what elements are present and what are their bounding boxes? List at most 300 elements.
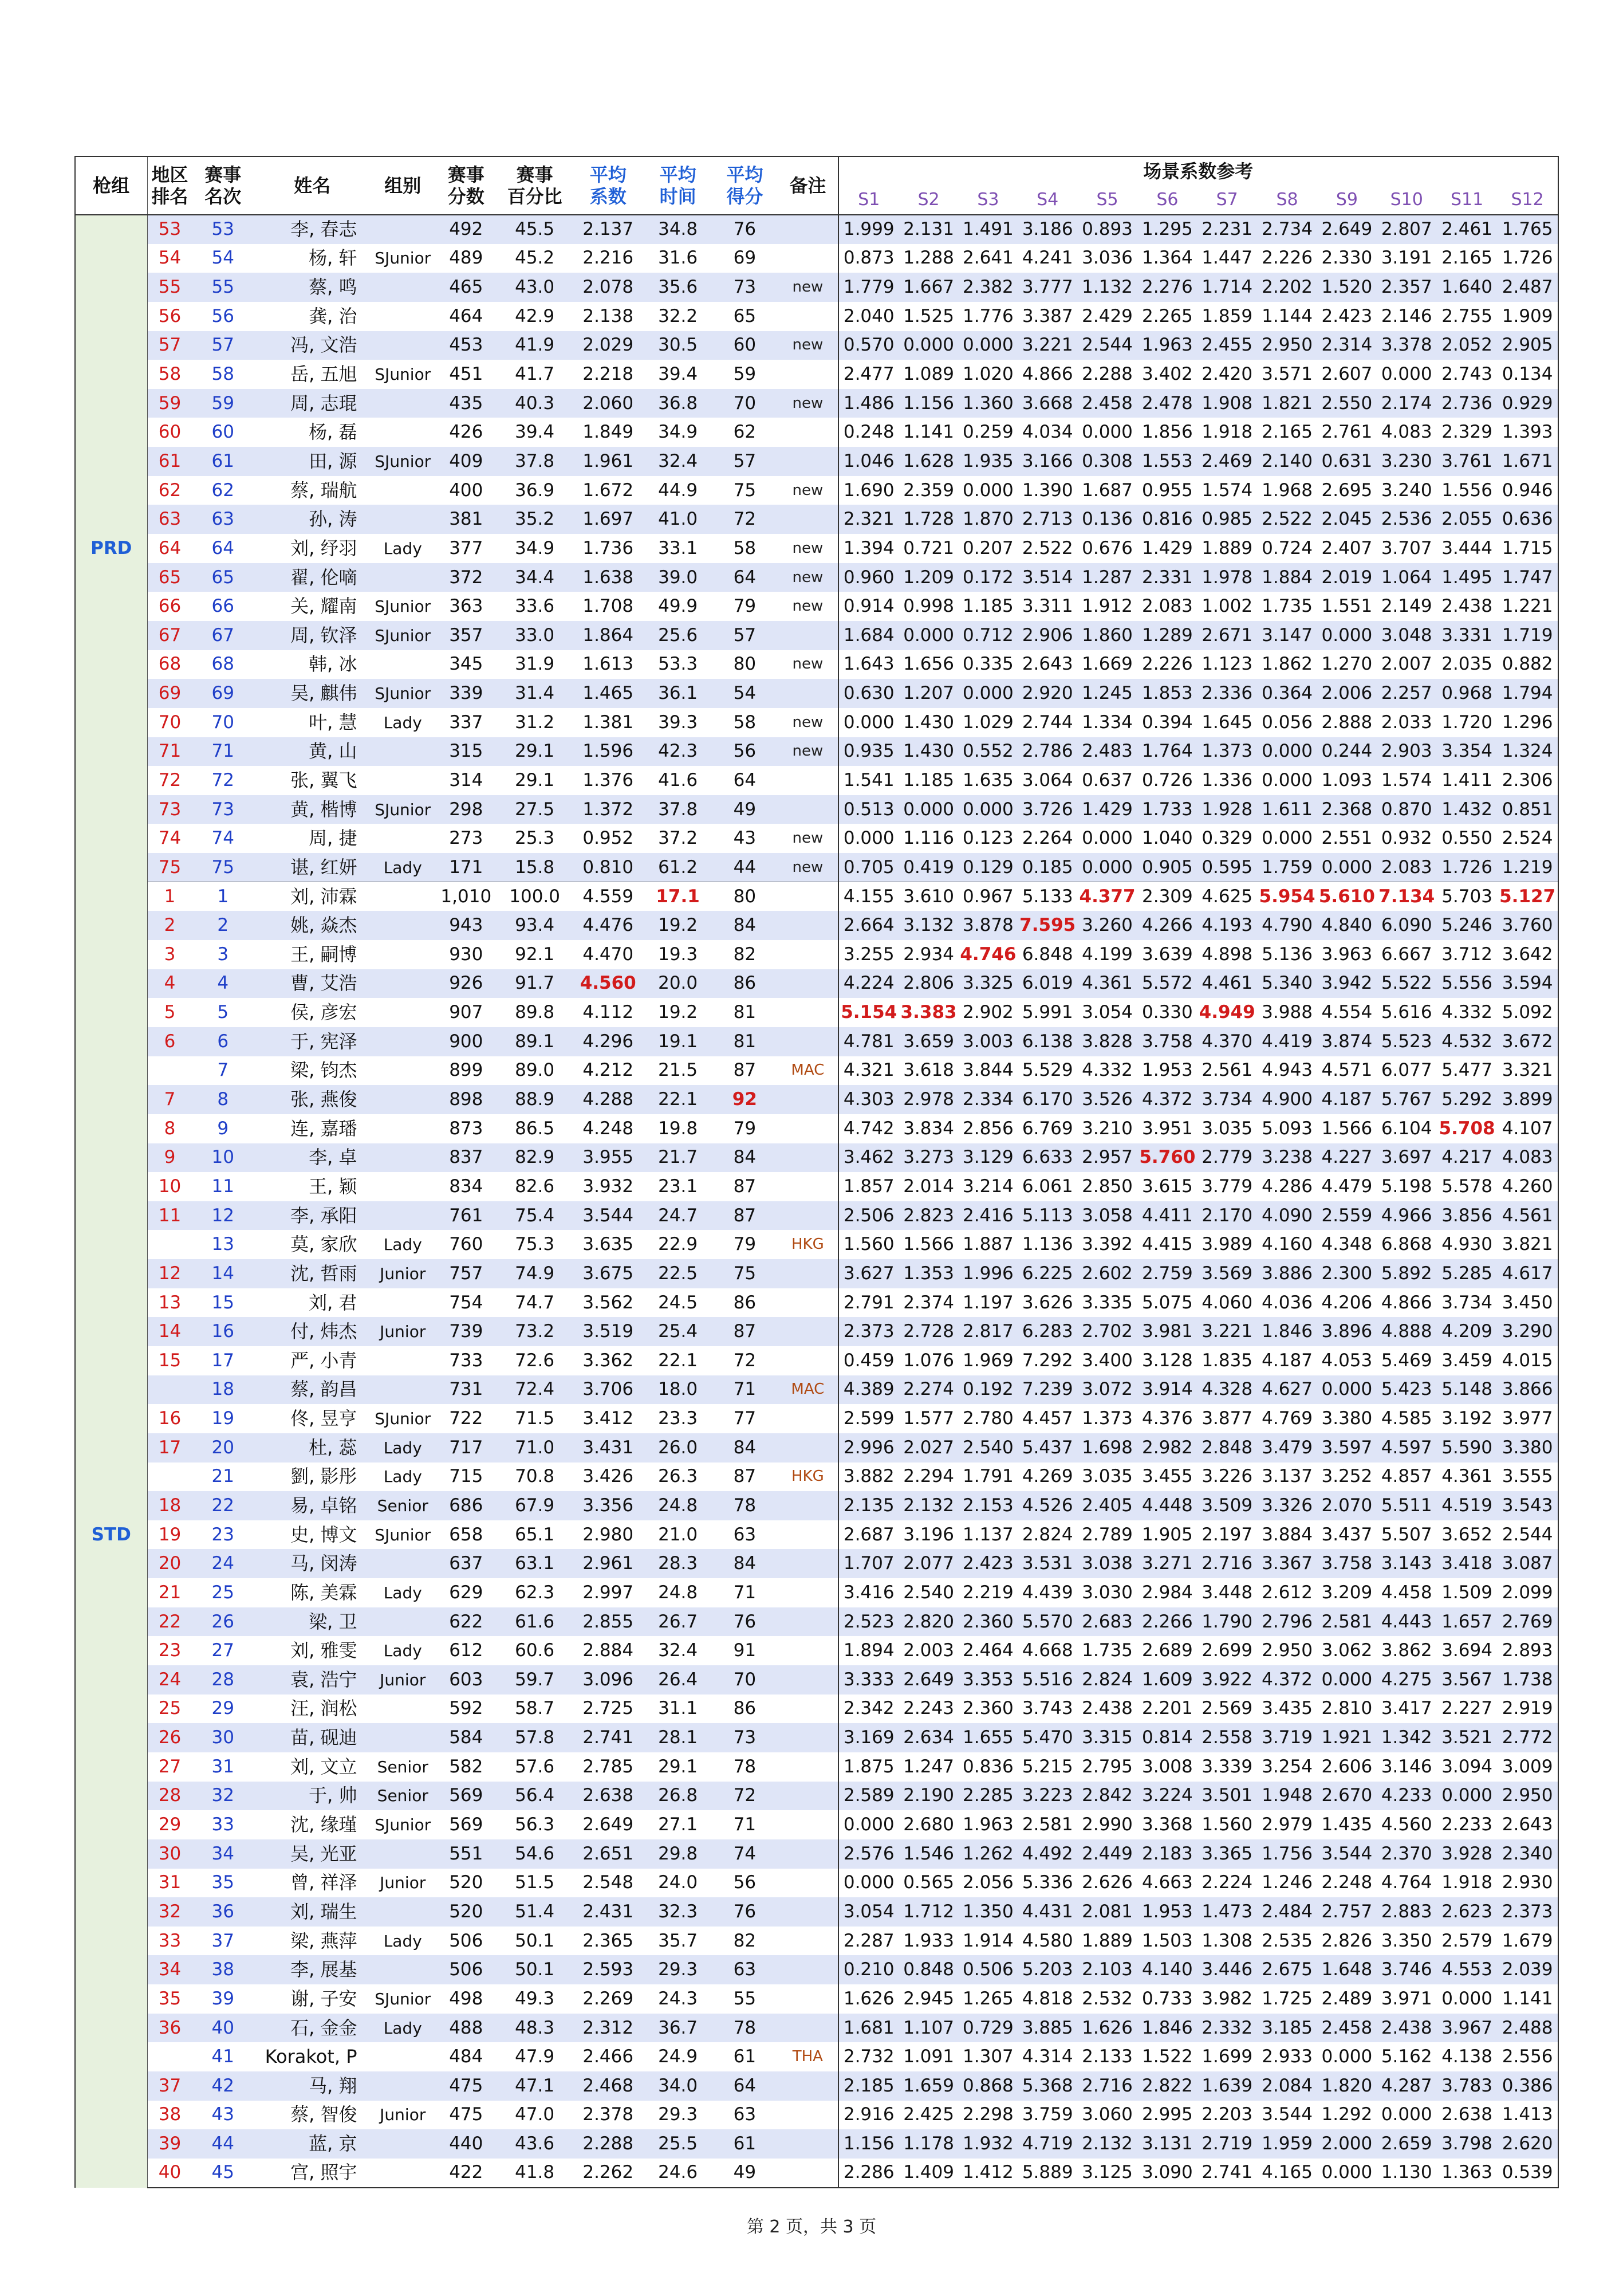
event-rank: 22 bbox=[192, 1491, 254, 1520]
avg-points: 87 bbox=[733, 1466, 757, 1487]
stage-factor: 5.340 bbox=[1257, 969, 1317, 998]
note bbox=[778, 1172, 838, 1201]
stage-factor: 1.556 bbox=[1441, 479, 1492, 501]
event-rank: 66 bbox=[211, 596, 234, 617]
stage-factor: 2.423 bbox=[1321, 305, 1373, 327]
note bbox=[778, 1927, 838, 1956]
event-rank: 63 bbox=[192, 505, 254, 534]
note bbox=[778, 1578, 838, 1607]
stage-factor: 3.734 bbox=[1441, 1292, 1492, 1313]
stage-factor: 2.638 bbox=[1441, 2104, 1492, 2125]
stage-factor: 1.577 bbox=[903, 1408, 954, 1429]
stage-factor: 5.516 bbox=[1018, 1665, 1077, 1695]
stage-factor: 4.668 bbox=[1022, 1640, 1073, 1661]
stage-factor: 3.569 bbox=[1197, 1259, 1257, 1288]
avg-factor: 4.470 bbox=[582, 943, 634, 965]
score: 592 bbox=[449, 1698, 483, 1719]
event-rank: 13 bbox=[211, 1234, 234, 1255]
percent: 43.6 bbox=[498, 2129, 572, 2159]
stage-factor: 2.224 bbox=[1202, 1872, 1253, 1893]
avg-factor: 4.112 bbox=[582, 1002, 634, 1023]
stage-factor: 4.627 bbox=[1257, 1375, 1317, 1405]
avg-time: 31.6 bbox=[658, 247, 698, 269]
avg-points: 64 bbox=[712, 563, 778, 592]
stage-factor: 4.532 bbox=[1437, 1027, 1497, 1056]
note: new bbox=[792, 539, 824, 557]
stage-factor: 2.000 bbox=[1317, 2129, 1376, 2159]
stage-factor: 1.219 bbox=[1497, 853, 1558, 882]
percent: 56.3 bbox=[515, 1814, 555, 1835]
stage-factor: 2.755 bbox=[1441, 305, 1492, 327]
stage-factor: 3.834 bbox=[903, 1118, 954, 1139]
player-name: 刘, 纾羽 bbox=[290, 537, 357, 559]
stage-header: S8 bbox=[1257, 186, 1317, 215]
stage-factor: 0.712 bbox=[958, 621, 1018, 650]
score: 426 bbox=[449, 422, 483, 443]
stage-factor: 1.308 bbox=[1202, 1930, 1253, 1951]
stage-factor: 3.214 bbox=[963, 1175, 1014, 1197]
percent: 71.5 bbox=[515, 1408, 555, 1429]
stage-factor: 0.210 bbox=[838, 1955, 899, 1984]
stage-factor: 3.273 bbox=[899, 1143, 958, 1173]
event-rank: 35 bbox=[211, 1872, 234, 1893]
event-rank: 33 bbox=[211, 1814, 234, 1835]
region-rank: 6 bbox=[147, 1027, 192, 1056]
region-rank: 25 bbox=[158, 1698, 182, 1719]
stage-factor: 3.862 bbox=[1381, 1640, 1432, 1661]
stage-factor: 0.123 bbox=[963, 828, 1014, 849]
region-rank: 19 bbox=[158, 1524, 182, 1545]
percent: 47.0 bbox=[515, 2104, 555, 2125]
stage-factor: 2.360 bbox=[958, 1607, 1018, 1637]
category bbox=[371, 737, 435, 766]
avg-factor: 2.638 bbox=[572, 1782, 644, 1811]
avg-factor: 2.365 bbox=[582, 1930, 634, 1951]
avg-time: 24.6 bbox=[644, 2159, 712, 2188]
percent: 75.3 bbox=[515, 1234, 555, 1255]
avg-points: 75 bbox=[712, 1259, 778, 1288]
player-name: 岳, 五旭 bbox=[290, 363, 357, 386]
player-name: 蔡, 鸣 bbox=[254, 273, 371, 302]
player-name: 宫, 照宇 bbox=[254, 2159, 371, 2188]
percent: 89.0 bbox=[515, 1060, 555, 1081]
stage-factor: 0.570 bbox=[838, 331, 899, 360]
score: 731 bbox=[435, 1375, 498, 1405]
stage-factor: 4.419 bbox=[1257, 1027, 1317, 1056]
note bbox=[778, 1665, 838, 1695]
stage-factor: 5.477 bbox=[1441, 1060, 1492, 1081]
avg-factor: 4.288 bbox=[572, 1085, 644, 1114]
stage-factor: 2.602 bbox=[1077, 1259, 1137, 1288]
stage-factor: 2.483 bbox=[1077, 737, 1137, 766]
stage-factor: 3.642 bbox=[1497, 940, 1558, 969]
table-row bbox=[75, 621, 1558, 650]
avg-time: 30.5 bbox=[644, 331, 712, 360]
stage-factor: 1.373 bbox=[1082, 1408, 1133, 1429]
stage-factor: 1.707 bbox=[838, 1549, 899, 1578]
stage-factor: 0.905 bbox=[1137, 853, 1197, 882]
stage-factor: 0.893 bbox=[1077, 215, 1137, 244]
avg-factor: 2.138 bbox=[582, 305, 634, 327]
stage-factor: 2.370 bbox=[1377, 1839, 1437, 1869]
stage-factor: 5.570 bbox=[1018, 1607, 1077, 1637]
stage-factor: 2.934 bbox=[903, 943, 954, 965]
note bbox=[778, 1520, 838, 1550]
stage-factor: 3.594 bbox=[1497, 969, 1558, 998]
stage-factor: 5.522 bbox=[1377, 969, 1437, 998]
note bbox=[778, 2159, 838, 2188]
region-rank: 61 bbox=[147, 447, 192, 476]
player-name: 沈, 缘瑾 bbox=[290, 1814, 357, 1836]
stage-factor: 2.826 bbox=[1321, 1930, 1373, 1951]
avg-factor: 2.548 bbox=[582, 1872, 634, 1893]
player-name: 梁, 燕萍 bbox=[290, 1929, 357, 1952]
stage-factor: 1.720 bbox=[1441, 711, 1492, 733]
avg-factor: 3.955 bbox=[572, 1143, 644, 1173]
stage-factor: 0.929 bbox=[1497, 389, 1558, 418]
stage-factor: 3.325 bbox=[958, 969, 1018, 998]
percent: 50.1 bbox=[515, 1930, 555, 1951]
table-row bbox=[75, 563, 1558, 592]
stage-factor: 3.668 bbox=[1018, 389, 1077, 418]
stage-factor: 3.988 bbox=[1262, 1002, 1313, 1023]
avg-time: 34.0 bbox=[644, 2071, 712, 2101]
note: MAC bbox=[778, 1375, 838, 1405]
percent: 48.3 bbox=[498, 2014, 572, 2043]
percent: 60.6 bbox=[515, 1640, 555, 1661]
note bbox=[778, 1346, 838, 1375]
note bbox=[778, 1636, 838, 1665]
stage-factor: 1.156 bbox=[838, 2129, 899, 2159]
note bbox=[778, 2101, 838, 2130]
stage-header: S9 bbox=[1317, 186, 1376, 215]
stage-factor: 2.689 bbox=[1142, 1640, 1193, 1661]
event-rank: 30 bbox=[192, 1723, 254, 1752]
table-row bbox=[75, 505, 1558, 534]
category bbox=[371, 1955, 435, 1984]
stage-factor: 1.671 bbox=[1497, 447, 1558, 476]
stage-factor: 3.129 bbox=[958, 1143, 1018, 1173]
stage-factor: 2.671 bbox=[1197, 621, 1257, 650]
stage-factor: 4.034 bbox=[1022, 422, 1073, 443]
region-rank: 17 bbox=[147, 1433, 192, 1462]
table-row bbox=[75, 1810, 1558, 1839]
stage-factor: 3.886 bbox=[1257, 1259, 1317, 1288]
score: 569 bbox=[449, 1814, 483, 1835]
stage-factor: 0.985 bbox=[1197, 505, 1257, 534]
stage-factor: 1.560 bbox=[1202, 1814, 1253, 1835]
stage-factor: 5.556 bbox=[1437, 969, 1497, 998]
stage-factor: 0.386 bbox=[1497, 2071, 1558, 2101]
stage-factor: 1.756 bbox=[1257, 1839, 1317, 1869]
stage-factor: 3.981 bbox=[1137, 1317, 1197, 1346]
stage-factor: 3.315 bbox=[1077, 1723, 1137, 1752]
stage-factor: 2.329 bbox=[1441, 422, 1492, 443]
stage-factor: 3.072 bbox=[1077, 1375, 1137, 1405]
stage-factor: 1.336 bbox=[1202, 769, 1253, 791]
region-rank bbox=[147, 2042, 192, 2071]
table-row bbox=[75, 737, 1558, 766]
stage-factor: 2.040 bbox=[838, 302, 899, 331]
stage-factor: 3.884 bbox=[1262, 1524, 1313, 1545]
table-row bbox=[75, 1346, 1558, 1375]
category: SJunior bbox=[375, 1525, 431, 1544]
avg-points: 58 bbox=[733, 711, 757, 733]
stage-factor: 1.764 bbox=[1137, 737, 1197, 766]
table-row bbox=[75, 2101, 1558, 2130]
player-name: 张, 燕俊 bbox=[254, 1085, 371, 1114]
category: Lady bbox=[383, 1467, 422, 1487]
event-rank: 61 bbox=[192, 447, 254, 476]
region-rank: 13 bbox=[158, 1292, 182, 1313]
avg-time: 39.4 bbox=[658, 364, 698, 385]
stage-factor: 3.639 bbox=[1142, 943, 1193, 965]
player-name: 吴, 光亚 bbox=[254, 1839, 371, 1869]
stage-factor: 2.540 bbox=[958, 1433, 1018, 1462]
stage-factor: 4.448 bbox=[1137, 1491, 1197, 1520]
stage-factor: 1.639 bbox=[1197, 2071, 1257, 2101]
event-rank: 12 bbox=[192, 1201, 254, 1230]
table-row bbox=[75, 1578, 1558, 1607]
stage-factor: 1.091 bbox=[903, 2046, 954, 2067]
avg-factor: 2.216 bbox=[582, 247, 634, 269]
stage-factor: 2.056 bbox=[963, 1872, 1014, 1893]
stage-factor: 1.733 bbox=[1137, 795, 1197, 824]
stage-factor: 3.131 bbox=[1137, 2129, 1197, 2159]
avg-points: 70 bbox=[712, 1665, 778, 1695]
stage-factor: 3.166 bbox=[1018, 447, 1077, 476]
event-rank: 53 bbox=[192, 215, 254, 244]
score: 314 bbox=[449, 769, 483, 791]
stage-factor: 3.798 bbox=[1437, 2129, 1497, 2159]
avg-factor: 2.431 bbox=[572, 1897, 644, 1927]
stage-factor: 2.052 bbox=[1437, 331, 1497, 360]
region-rank: 59 bbox=[147, 389, 192, 418]
stage-factor: 2.438 bbox=[1082, 1698, 1133, 1719]
stage-factor: 2.664 bbox=[838, 911, 899, 940]
percent: 31.4 bbox=[498, 679, 572, 708]
stage-factor: 2.266 bbox=[1137, 1607, 1197, 1637]
percent: 82.6 bbox=[515, 1175, 555, 1197]
event-rank: 64 bbox=[211, 537, 234, 559]
header-avg-time: 平均 时间 bbox=[644, 156, 712, 215]
header-percent: 赛事 百分比 bbox=[498, 156, 572, 215]
player-name: 易, 卓铭 bbox=[254, 1491, 371, 1520]
region-rank: 22 bbox=[147, 1607, 192, 1637]
stage-factor: 1.611 bbox=[1257, 795, 1317, 824]
stage-factor: 2.039 bbox=[1497, 1955, 1558, 1984]
avg-points: 72 bbox=[712, 1782, 778, 1811]
stage-factor: 2.014 bbox=[903, 1175, 954, 1197]
avg-factor: 2.725 bbox=[582, 1698, 634, 1719]
stage-factor: 5.889 bbox=[1018, 2159, 1077, 2188]
table-row bbox=[75, 911, 1558, 940]
stage-factor: 1.353 bbox=[899, 1259, 958, 1288]
stage-factor: 3.333 bbox=[838, 1665, 899, 1695]
note bbox=[778, 1839, 838, 1869]
player-name: 杨, 磊 bbox=[309, 421, 357, 443]
stage-factor: 1.541 bbox=[838, 766, 899, 795]
percent: 37.8 bbox=[498, 447, 572, 476]
table-row bbox=[75, 1665, 1558, 1695]
category: Junior bbox=[380, 1873, 426, 1893]
avg-points: 80 bbox=[733, 654, 757, 675]
player-name: 曾, 祥泽 bbox=[290, 1872, 357, 1894]
category: SJunior bbox=[375, 1815, 431, 1835]
stage-factor: 2.285 bbox=[958, 1782, 1018, 1811]
player-name: 黄, 山 bbox=[254, 737, 371, 766]
percent: 27.5 bbox=[498, 795, 572, 824]
score: 761 bbox=[435, 1201, 498, 1230]
stage-factor: 4.580 bbox=[1022, 1930, 1073, 1951]
note bbox=[778, 1143, 838, 1173]
note bbox=[778, 1433, 838, 1462]
region-rank: 30 bbox=[147, 1839, 192, 1869]
avg-time: 61.2 bbox=[644, 853, 712, 882]
stage-factor: 2.893 bbox=[1497, 1636, 1558, 1665]
stage-factor: 1.921 bbox=[1317, 1723, 1376, 1752]
percent: 39.4 bbox=[515, 422, 555, 443]
stage-factor: 3.878 bbox=[958, 911, 1018, 940]
stage-factor: 1.908 bbox=[1197, 389, 1257, 418]
stage-factor: 0.000 bbox=[958, 331, 1018, 360]
avg-points: 82 bbox=[733, 943, 757, 965]
stage-factor: 3.543 bbox=[1497, 1491, 1558, 1520]
stage-factor: 1.835 bbox=[1202, 1350, 1253, 1371]
event-rank: 21 bbox=[211, 1466, 234, 1487]
stage-factor: 1.491 bbox=[958, 215, 1018, 244]
stage-factor: 1.648 bbox=[1317, 1955, 1376, 1984]
avg-time: 37.8 bbox=[644, 795, 712, 824]
stage-header: S12 bbox=[1497, 186, 1558, 215]
stage-factor: 2.576 bbox=[838, 1839, 899, 1869]
stage-factor: 1.546 bbox=[899, 1839, 958, 1869]
note: new bbox=[792, 829, 824, 847]
table-row bbox=[75, 2159, 1558, 2188]
gun-group-label: STD bbox=[75, 882, 147, 2188]
note: new bbox=[778, 273, 838, 302]
stage-factor: 1.136 bbox=[1022, 1234, 1073, 1255]
avg-time: 32.4 bbox=[644, 447, 712, 476]
stage-factor: 0.814 bbox=[1137, 1723, 1197, 1752]
score: 381 bbox=[435, 505, 498, 534]
avg-factor: 3.412 bbox=[582, 1408, 634, 1429]
stage-factor: 2.780 bbox=[963, 1408, 1014, 1429]
stage-factor: 2.309 bbox=[1142, 886, 1193, 907]
stage-factor: 2.170 bbox=[1197, 1201, 1257, 1230]
stage-factor: 1.765 bbox=[1497, 215, 1558, 244]
table-row bbox=[75, 1520, 1558, 1550]
stage-factor: 2.978 bbox=[899, 1085, 958, 1114]
avg-points: 86 bbox=[712, 969, 778, 998]
region-rank: 58 bbox=[158, 364, 182, 385]
avg-points: 86 bbox=[733, 1698, 757, 1719]
event-rank: 25 bbox=[211, 1582, 234, 1603]
stage-factor: 3.877 bbox=[1202, 1408, 1253, 1429]
avg-factor: 1.697 bbox=[572, 505, 644, 534]
category: SJunior bbox=[375, 1989, 431, 2008]
stage-factor: 0.836 bbox=[963, 1756, 1014, 1777]
note bbox=[778, 302, 838, 331]
score: 506 bbox=[449, 1930, 483, 1951]
score: 754 bbox=[449, 1292, 483, 1313]
stage-factor: 2.449 bbox=[1077, 1839, 1137, 1869]
stage-factor: 4.209 bbox=[1437, 1317, 1497, 1346]
percent: 49.3 bbox=[515, 1988, 555, 2009]
stage-factor: 6.019 bbox=[1018, 969, 1077, 998]
stage-factor: 7.239 bbox=[1018, 1375, 1077, 1405]
stage-factor: 0.960 bbox=[838, 563, 899, 592]
event-rank: 18 bbox=[192, 1375, 254, 1405]
stage-factor: 4.943 bbox=[1262, 1060, 1313, 1081]
stage-factor: 5.954 bbox=[1259, 886, 1315, 907]
stage-factor: 2.806 bbox=[899, 969, 958, 998]
stage-factor: 2.620 bbox=[1497, 2129, 1558, 2159]
stage-factor: 1.473 bbox=[1197, 1897, 1257, 1927]
score: 273 bbox=[449, 828, 483, 849]
stage-factor: 1.999 bbox=[838, 215, 899, 244]
player-name: 佟, 昱亨 bbox=[290, 1408, 357, 1430]
score: 603 bbox=[435, 1665, 498, 1695]
category bbox=[371, 1723, 435, 1752]
stage-factor: 0.056 bbox=[1262, 711, 1313, 733]
stage-factor: 2.734 bbox=[1257, 215, 1317, 244]
player-name: 史, 博文 bbox=[290, 1523, 357, 1546]
stage-factor: 1.574 bbox=[1202, 479, 1253, 501]
stage-factor: 1.918 bbox=[1441, 1872, 1492, 1893]
region-rank: 75 bbox=[147, 853, 192, 882]
stage-factor: 1.684 bbox=[838, 621, 899, 650]
avg-time: 17.1 bbox=[656, 886, 700, 907]
stage-header: S3 bbox=[958, 186, 1018, 215]
stage-factor: 5.507 bbox=[1381, 1524, 1432, 1545]
avg-points: 57 bbox=[712, 447, 778, 476]
category bbox=[371, 1607, 435, 1637]
stage-factor: 4.663 bbox=[1142, 1872, 1193, 1893]
stage-factor: 0.955 bbox=[1142, 479, 1193, 501]
region-rank: 15 bbox=[158, 1350, 182, 1371]
stage-factor: 1.860 bbox=[1077, 621, 1137, 650]
stage-factor: 2.455 bbox=[1197, 331, 1257, 360]
percent: 41.8 bbox=[498, 2159, 572, 2188]
stage-factor: 2.680 bbox=[903, 1814, 954, 1835]
event-rank: 71 bbox=[192, 737, 254, 766]
stage-factor: 4.781 bbox=[838, 1027, 899, 1056]
score: 622 bbox=[435, 1607, 498, 1637]
avg-points: 73 bbox=[712, 273, 778, 302]
player-name: 吴, 麒伟 bbox=[254, 679, 371, 708]
stage-factor: 0.000 bbox=[958, 795, 1018, 824]
stage-factor: 1.905 bbox=[1142, 1524, 1193, 1545]
stage-factor: 3.544 bbox=[1262, 2104, 1313, 2125]
stage-factor: 1.295 bbox=[1137, 215, 1197, 244]
stage-factor: 4.585 bbox=[1381, 1408, 1432, 1429]
stage-factor: 3.618 bbox=[903, 1060, 954, 1081]
region-rank: 10 bbox=[158, 1175, 182, 1197]
stage-factor: 4.898 bbox=[1202, 943, 1253, 965]
avg-factor: 3.362 bbox=[582, 1350, 634, 1371]
stage-factor: 3.326 bbox=[1257, 1491, 1317, 1520]
stage-factor: 2.458 bbox=[1317, 2014, 1376, 2043]
stage-factor: 2.219 bbox=[963, 1582, 1014, 1603]
player-name: 龚, 治 bbox=[309, 305, 357, 327]
note: new bbox=[792, 481, 824, 499]
avg-time: 29.8 bbox=[644, 1839, 712, 1869]
note bbox=[778, 911, 838, 940]
region-rank: 4 bbox=[147, 969, 192, 998]
avg-time: 29.1 bbox=[658, 1756, 698, 1777]
score: 475 bbox=[449, 2104, 483, 2125]
